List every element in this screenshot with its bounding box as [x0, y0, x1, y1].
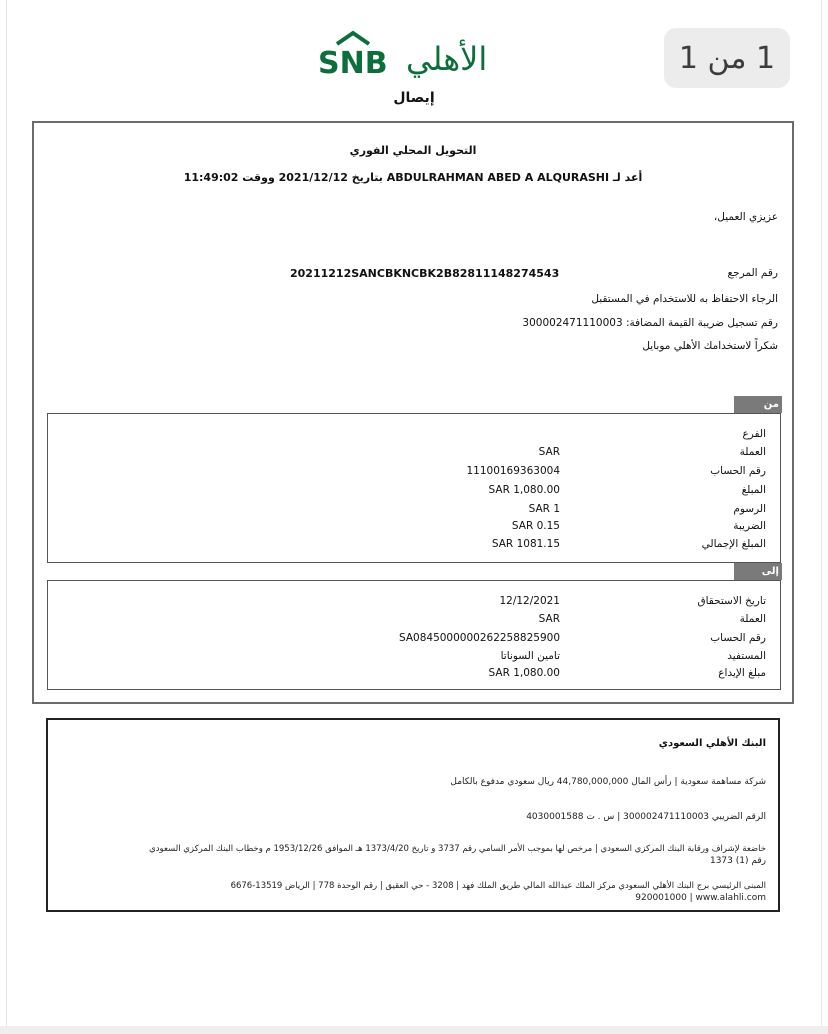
- from-total-label: المبلغ الإجمالي: [701, 538, 766, 550]
- footer-tax-cr: الرقم الضريبي 300002471110003 | س . ت 4030001588: [526, 812, 766, 822]
- from-amount-value: 1,080.00 SAR: [488, 484, 560, 496]
- from-tax-label: الضريبة: [733, 520, 766, 532]
- footer-supervision-line1: خاضعة لإشراف ورقابة البنك المركزي السعودي | مرخص لها بموجب الأمر السامي رقم 3737 و تاريخ 1373/4/20 هـ الموافق 1953/12/26 م وخطاب البنك المركزي السعودي: [149, 844, 766, 854]
- footer-address-line1: المبنى الرئيسي برج البنك الأهلي السعودي مركز الملك عبدالله المالي طريق الملك فهد | 3208 - حي العقيق | رقم الوحدة 778 | الرياض 13519-6676: [230, 881, 766, 891]
- footer-bank-name: البنك الأهلي السعودي: [658, 738, 766, 749]
- from-section: [47, 413, 781, 563]
- from-branch-label: الفرع: [742, 428, 766, 440]
- footer-address-line2: 920001000 | www.alahli.com: [635, 893, 766, 903]
- snb-logo: [318, 30, 498, 80]
- thanks-message: شكراً لاستخدامك الأهلي موبايل: [642, 340, 778, 352]
- transfer-type: التحويل المحلي الفوري: [349, 144, 477, 157]
- to-currency-value: SAR: [538, 613, 560, 625]
- greeting: عزيزي العميل،: [713, 211, 778, 223]
- page-bottom-strip: [0, 1026, 828, 1034]
- logo-latin-text: SNB: [318, 46, 388, 81]
- reference-value: 20211212SANCBKNCBK2B82811148274543: [290, 267, 560, 280]
- to-beneficiary-value: تامين السوناتا: [500, 650, 560, 662]
- from-section-tab: [734, 396, 782, 413]
- page-indicator: 1 من 1: [664, 28, 790, 88]
- vat-registration: رقم تسجيل ضريبة القيمة المضافة: 300002471110003: [522, 317, 778, 329]
- receipt-title: إيصال: [393, 90, 435, 106]
- prepared-for-line: أعد لـ ABDULRAHMAN ABED A ALQURASHI بتاريخ 2021/12/12 ووقت 11:49:02: [183, 171, 643, 184]
- footer-company: شركة مساهمة سعودية | رأس المال 44,780,000,000 ريال سعودي مدفوع بالكامل: [450, 777, 766, 787]
- logo-chevron-icon: [333, 30, 373, 46]
- from-tax-value: 0.15 SAR: [511, 520, 560, 532]
- from-currency-label: العملة: [739, 446, 766, 458]
- from-currency-value: SAR: [538, 446, 560, 458]
- from-account-label: رقم الحساب: [710, 465, 766, 477]
- footer-supervision-line2: رقم (1) 1373: [709, 856, 766, 866]
- to-tab-label: إلى: [761, 566, 779, 577]
- to-account-label: رقم الحساب: [710, 632, 766, 644]
- to-due-date-label: تاريخ الاستحقاق: [697, 595, 766, 607]
- to-deposit-label: مبلغ الإيداع: [718, 667, 766, 679]
- reference-label: رقم المرجع: [727, 267, 778, 279]
- to-due-date-value: 12/12/2021: [499, 595, 560, 607]
- from-fees-label: الرسوم: [733, 503, 766, 515]
- to-currency-label: العملة: [739, 613, 766, 625]
- to-section: [47, 580, 781, 690]
- keep-note: الرجاء الاحتفاظ به للاستخدام في المستقبل: [591, 293, 778, 305]
- from-total-value: 1081.15 SAR: [491, 538, 560, 550]
- from-fees-value: 1 SAR: [528, 503, 560, 515]
- logo-arabic-text: الأهلي: [406, 40, 488, 78]
- from-tab-label: من: [763, 399, 779, 410]
- from-account-value: 11100169363004: [466, 465, 560, 477]
- from-amount-label: المبلغ: [741, 484, 766, 496]
- to-account-value: SA0845000000262258825900: [398, 632, 560, 644]
- receipt-main-box: [32, 121, 794, 704]
- bank-footer: [46, 718, 780, 912]
- to-deposit-value: 1,080.00 SAR: [488, 667, 560, 679]
- to-beneficiary-label: المستفيد: [727, 650, 766, 662]
- to-section-tab: [734, 563, 782, 580]
